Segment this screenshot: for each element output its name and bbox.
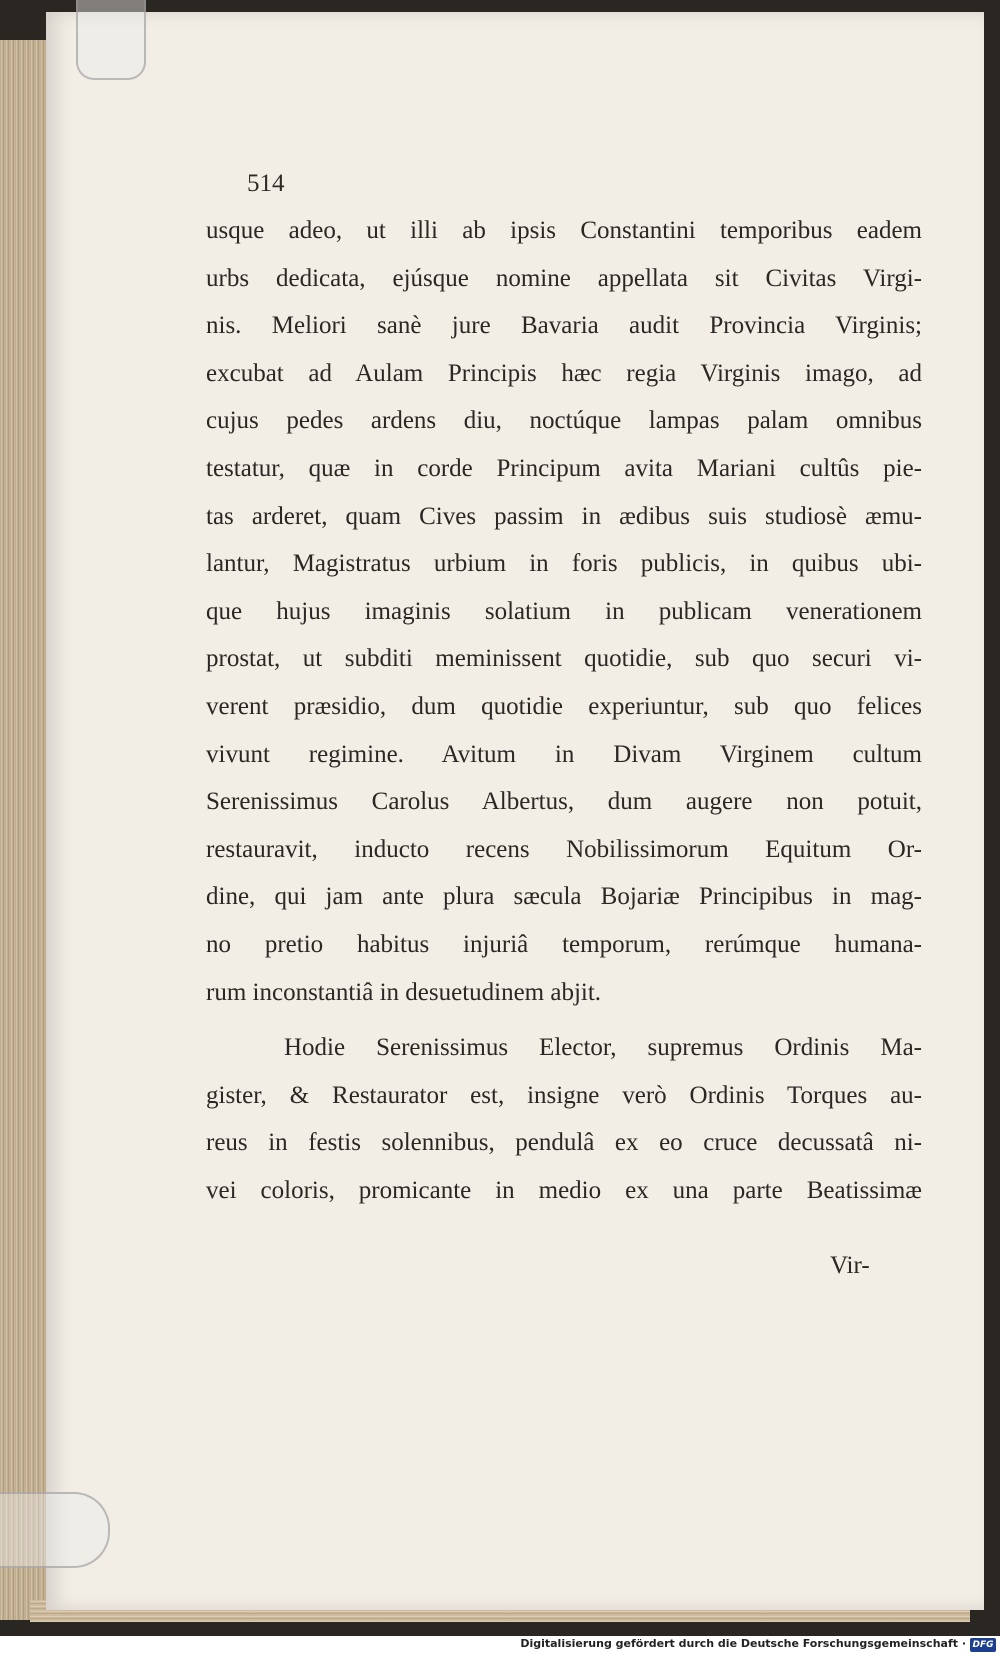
text-line: restauravit, inducto recens Nobilissimorum Equitum Or- xyxy=(206,835,922,863)
text-line-paragraph-end: rum inconstantiâ in desuetudinem abjit. xyxy=(206,978,602,1006)
text-line: vei coloris, promicante in medio ex una parte Beatissimæ xyxy=(206,1176,922,1204)
text-line: urbs dedicata, ejúsque nomine appellata sit Civitas Virgi- xyxy=(206,264,922,292)
text-line: prostat, ut subditi meminissent quotidie, sub quo securi vi- xyxy=(206,645,922,673)
text-line: dine, qui jam ante plura sæcula Bojariæ Principibus in mag- xyxy=(206,883,922,911)
text-line: lantur, Magistratus urbium in foris publicis, in quibus ubi- xyxy=(206,550,922,578)
page-number: 514 xyxy=(247,170,285,197)
text-line: excubat ad Aulam Principis hæc regia Virginis imago, ad xyxy=(206,359,922,387)
paragraph-gap xyxy=(206,1016,922,1024)
text-line: que hujus imaginis solatium in publicam venerationem xyxy=(206,597,922,625)
book-page-edges-left xyxy=(0,40,49,1620)
dfg-logo: DFG xyxy=(970,1638,996,1652)
text-line: vivunt regimine. Avitum in Divam Virginem cultum xyxy=(206,740,922,768)
text-line: testatur, quæ in corde Principum avita Mariani cultûs pie- xyxy=(206,454,922,482)
text-line: usque adeo, ut illi ab ipsis Constantini temporibus eadem xyxy=(206,217,922,244)
text-line-paragraph-start: Hodie Serenissimus Elector, supremus Ordinis Ma- xyxy=(284,1034,922,1062)
text-line: no pretio habitus injuriâ temporum, rerúmque humana- xyxy=(206,930,922,958)
text-line: verent præsidio, dum quotidie experiuntur, sub quo felices xyxy=(206,692,922,720)
digitization-credit: Digitalisierung gefördert durch die Deutsche Forschungsgemeinschaft · xyxy=(520,1637,966,1650)
scanner-clip-bottom xyxy=(0,1492,110,1568)
text-line: gister, & Restaurator est, insigne verò Ordinis Torques au- xyxy=(206,1081,922,1109)
text-line: tas arderet, quam Cives passim in ædibus suis studiosè æmu- xyxy=(206,502,922,530)
catchword: Vir- xyxy=(830,1252,870,1279)
scanner-clip-top xyxy=(76,0,146,80)
body-text xyxy=(206,207,922,1214)
text-line: reus in festis solennibus, pendulâ ex eo cruce decussatâ ni- xyxy=(206,1129,922,1157)
text-line: cujus pedes ardens diu, noctúque lampas palam omnibus xyxy=(206,407,922,435)
text-line: nis. Meliori sanè jure Bavaria audit Provincia Virginis; xyxy=(206,312,922,340)
text-line: Serenissimus Carolus Albertus, dum augere non potuit, xyxy=(206,788,922,816)
